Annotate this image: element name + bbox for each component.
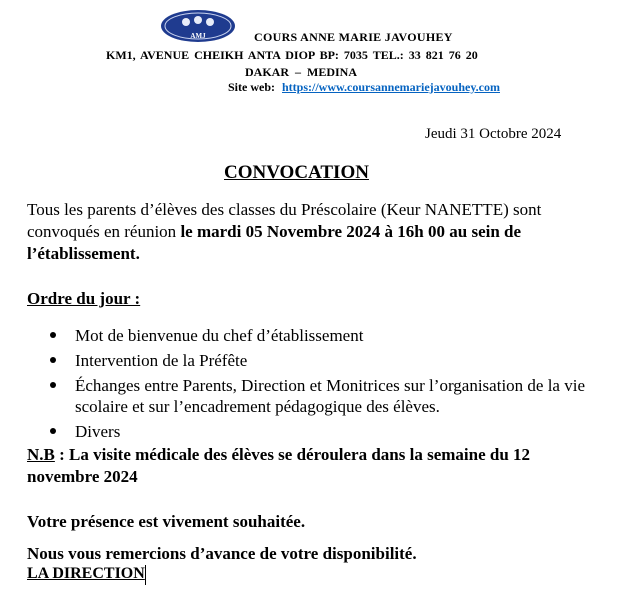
website-label: Site web:	[228, 80, 275, 94]
school-city: DAKAR – MEDINA	[245, 65, 357, 79]
nb-label: N.B	[27, 445, 55, 464]
agenda-item	[50, 421, 590, 442]
website-link[interactable]: https://www.coursannemariejavouhey.com	[282, 80, 500, 94]
agenda-item	[50, 375, 590, 417]
nota-bene	[27, 444, 602, 488]
logo-text: AMJ	[190, 32, 206, 40]
bullet-icon	[50, 382, 56, 388]
text-cursor	[145, 565, 146, 585]
agenda-list	[50, 325, 590, 446]
school-name: COURS ANNE MARIE JAVOUHEY	[254, 30, 453, 44]
agenda-item-text: Divers	[75, 422, 121, 441]
intro-text: Tous les parents d’élèves des classes du Préscolaire (Keur NANETTE) sont convoqués en réunion	[27, 200, 542, 241]
nb-text: : La visite médicale des élèves se déroulera dans la semaine du 12 novembre 2024	[27, 445, 531, 486]
website-line	[228, 80, 500, 95]
agenda-item-text: Intervention de la Préfête	[75, 351, 248, 370]
document-date: Jeudi 31 Octobre 2024	[425, 126, 562, 142]
agenda-item-text: Mot de bienvenue du chef d’établissement	[75, 326, 364, 345]
document-title: CONVOCATION	[224, 162, 369, 183]
school-address: KM1, AVENUE CHEIKH ANTA DIOP BP: 7035 TEL.: 33 821 76 20	[106, 48, 478, 62]
bullet-icon	[50, 357, 56, 363]
agenda-item	[50, 325, 590, 346]
presence-line: Votre présence est vivement souhaitée.	[27, 512, 306, 531]
thanks-line: Nous vous remercions d’avance de votre disponibilité.	[27, 544, 417, 563]
intro-bold-text: le mardi 05 Novembre 2024 à 16h 00 au sein de l’établissement.	[27, 222, 522, 263]
bullet-icon	[50, 428, 56, 434]
bullet-icon	[50, 332, 56, 338]
signature: LA DIRECTION	[27, 565, 145, 582]
intro-paragraph	[27, 199, 602, 265]
agenda-item	[50, 350, 590, 371]
agenda-item-text: Échanges entre Parents, Direction et Monitrices sur l’organisation de la vie scolaire et sur l’encadrement pédagogique des élèves.	[75, 376, 585, 416]
school-logo	[160, 9, 236, 43]
agenda-title: Ordre du jour :	[27, 289, 141, 308]
